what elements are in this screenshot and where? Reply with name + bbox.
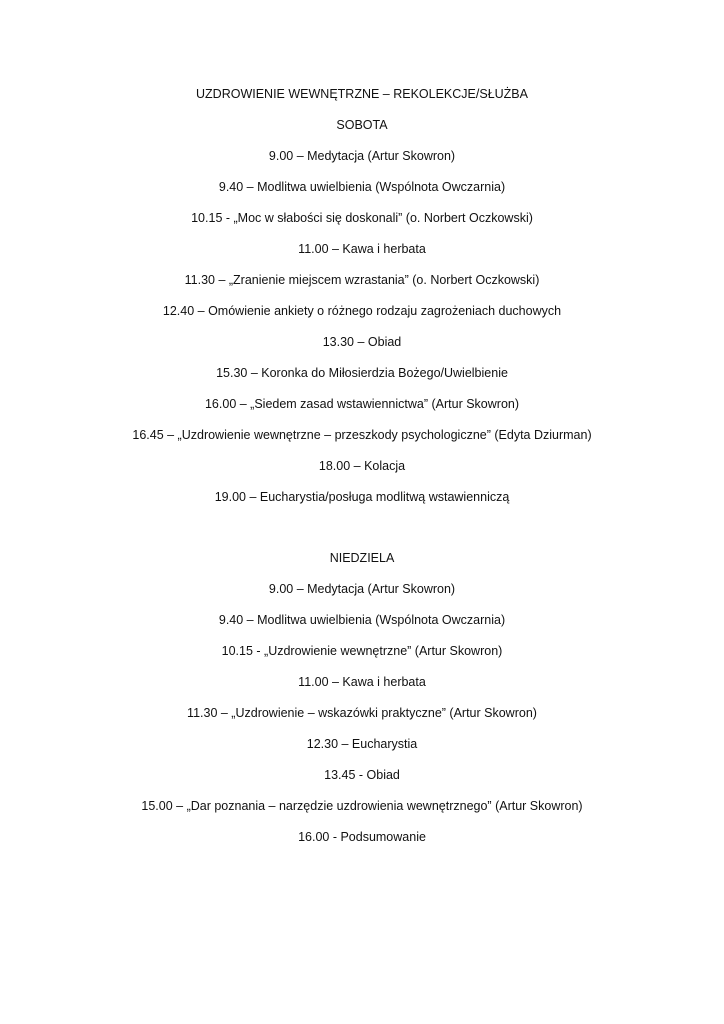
sunday-heading: NIEDZIELA bbox=[329, 551, 395, 565]
schedule-item: 12.30 – Eucharystia bbox=[306, 737, 418, 751]
schedule-item: 11.00 – Kawa i herbata bbox=[298, 675, 426, 689]
schedule-item: 16.45 – „Uzdrowienie wewnętrzne – przeszkody psychologiczne” (Edyta Dziurman) bbox=[132, 428, 592, 442]
schedule-item: 15.30 – Koronka do Miłosierdzia Bożego/Uwielbienie bbox=[216, 366, 508, 380]
schedule-item: 9.00 – Medytacja (Artur Skowron) bbox=[268, 582, 456, 596]
schedule-item: 9.40 – Modlitwa uwielbienia (Wspólnota Owczarnia) bbox=[218, 180, 506, 194]
schedule-item: 11.30 – „Uzdrowienie – wskazówki praktyczne” (Artur Skowron) bbox=[187, 706, 537, 720]
saturday-heading: SOBOTA bbox=[336, 118, 388, 132]
schedule-item: 18.00 – Kolacja bbox=[318, 459, 406, 473]
schedule-item: 9.40 – Modlitwa uwielbienia (Wspólnota Owczarnia) bbox=[218, 613, 506, 627]
schedule-item: 19.00 – Eucharystia/posługa modlitwą wstawienniczą bbox=[214, 490, 510, 504]
schedule-item: 10.15 - „Moc w słabości się doskonali” (o. Norbert Oczkowski) bbox=[191, 211, 533, 225]
schedule-item: 11.30 – „Zranienie miejscem wzrastania” (o. Norbert Oczkowski) bbox=[184, 273, 540, 287]
schedule-item: 15.00 – „Dar poznania – narzędzie uzdrowienia wewnętrznego” (Artur Skowron) bbox=[141, 799, 583, 813]
schedule-item: 9.00 – Medytacja (Artur Skowron) bbox=[268, 149, 456, 163]
document-title: UZDROWIENIE WEWNĘTRZNE – REKOLEKCJE/SŁUŻBA bbox=[196, 87, 528, 101]
schedule-item: 13.30 – Obiad bbox=[322, 335, 402, 349]
schedule-item: 13.45 - Obiad bbox=[324, 768, 400, 782]
schedule-item: 10.15 - „Uzdrowienie wewnętrzne” (Artur Skowron) bbox=[221, 644, 503, 658]
schedule-item: 11.00 – Kawa i herbata bbox=[298, 242, 426, 256]
schedule-item: 16.00 – „Siedem zasad wstawiennictwa” (Artur Skowron) bbox=[204, 397, 520, 411]
schedule-item: 12.40 – Omówienie ankiety o różnego rodzaju zagrożeniach duchowych bbox=[162, 304, 562, 318]
schedule-item: 16.00 - Podsumowanie bbox=[298, 830, 426, 844]
